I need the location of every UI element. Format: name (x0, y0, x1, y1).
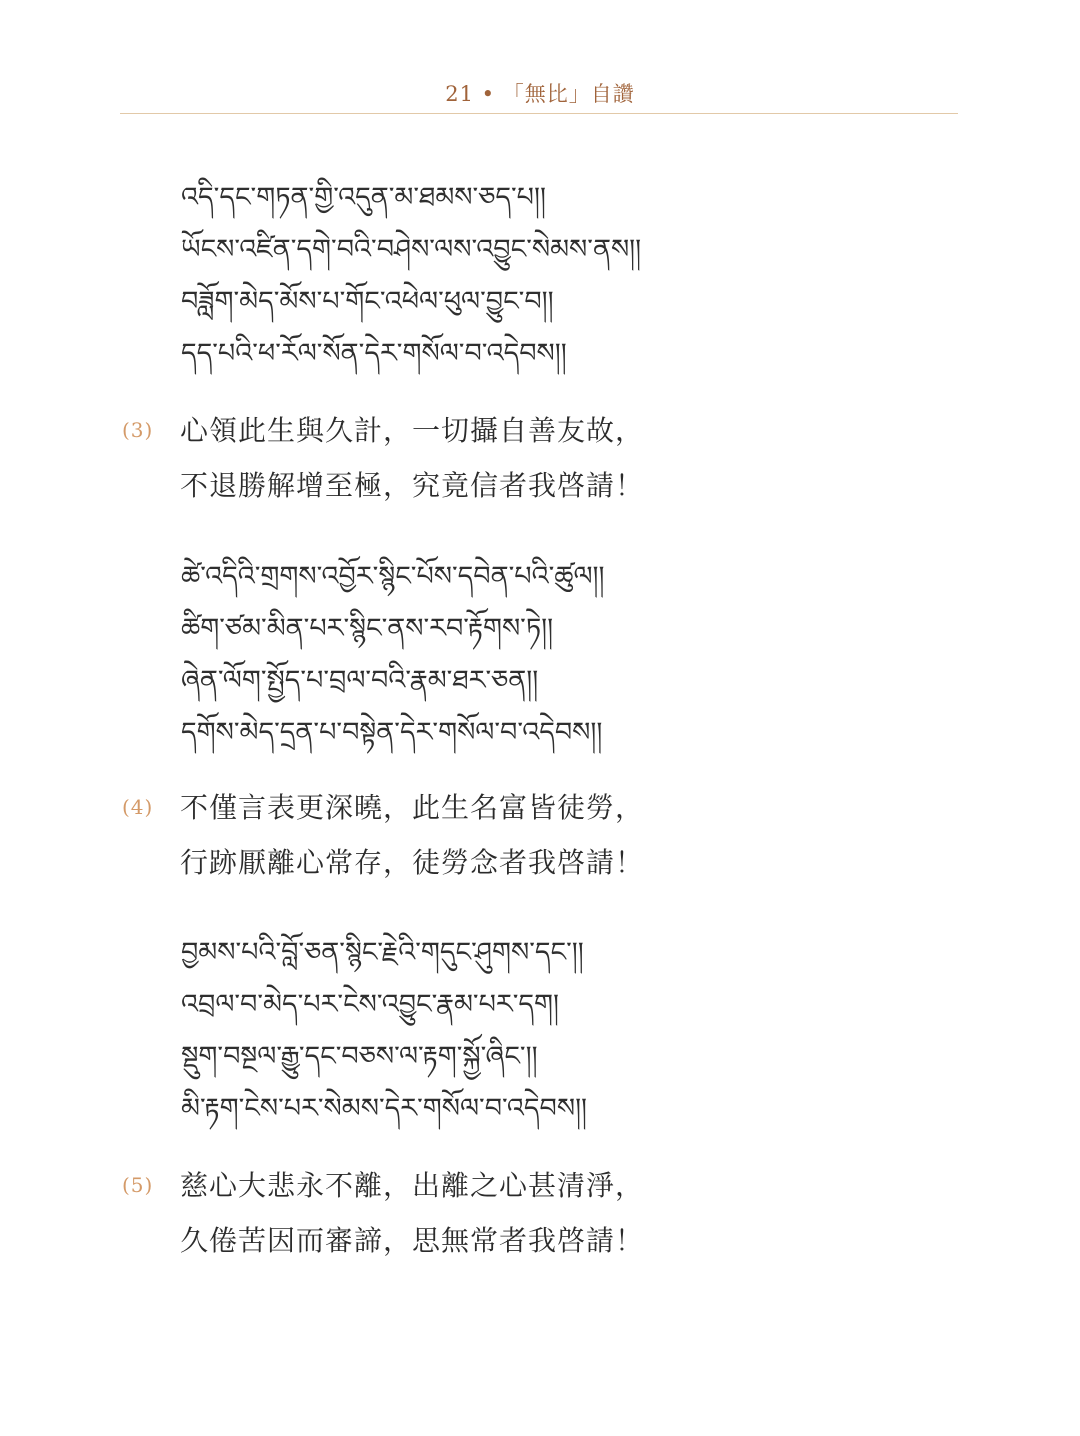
tibetan-stanza (181, 551, 781, 759)
tibetan-line: འབྲལ་བ་མེད་པར་ངེས་འབྱུང་རྣམ་པར་དག། (181, 989, 560, 1020)
verse-line: 久倦苦因而審諦，思無常者我啓請！ (180, 1224, 645, 1257)
verse-line: 不僅言表更深曉，此生名富皆徒勞， (180, 791, 645, 824)
verse-number: (5) (122, 1173, 154, 1197)
chinese-verse (120, 403, 980, 513)
verse-number: (4) (122, 795, 154, 819)
verse-line: 不退勝解增至極，究竟信者我啓請！ (180, 469, 645, 502)
tibetan-stanza (181, 927, 781, 1135)
tibetan-line: དགོས་མེད་དྲན་པ་བསྟེན་དེར་གསོལ་བ་འདེབས།། (181, 717, 603, 748)
tibetan-line: བཟློག་མེད་མོས་པ་གོང་འཕེལ་ཕུལ་བྱུང་བ།། (181, 286, 554, 317)
tibetan-stanza (181, 172, 781, 380)
tibetan-line: ཚིག་ཙམ་མིན་པར་སྙིང་ནས་རབ་རྟོགས་ཏེ།། (181, 613, 554, 644)
tibetan-line: སྡུག་བསྔལ་རྒྱུ་དང་བཅས་ལ་རྟག་སྐྱོ་ཞིང་།། (181, 1041, 538, 1072)
running-head: 21 • 「無比」自讚 (445, 82, 635, 106)
chinese-verse (120, 780, 980, 890)
tibetan-line: དད་པའི་ཕ་རོལ་སོན་དེར་གསོལ་བ་འདེབས།། (181, 338, 567, 369)
header-rule (120, 113, 958, 114)
chinese-verse (120, 1158, 980, 1268)
verse-line: 慈心大悲永不離，出離之心甚清淨， (180, 1169, 645, 1202)
verse-line: 行跡厭離心常存，徒勞念者我啓請！ (180, 846, 645, 879)
tibetan-line: ཚེ་འདིའི་གྲགས་འབྱོར་སྙིང་པོས་དབེན་པའི་ཚུལ།། (181, 561, 605, 592)
verse-line: 心領此生與久計，一切攝自善友故， (180, 414, 645, 447)
tibetan-line: བྱམས་པའི་བློ་ཅན་སྙིང་རྗེའི་གདུང་ཤུགས་དང་།། (181, 937, 584, 968)
tibetan-line: འདི་དང་གཏན་གྱི་འདུན་མ་ཐམས་ཅད་པ།། (181, 182, 546, 213)
verse-number: (3) (122, 418, 154, 442)
tibetan-line: ཡོངས་འཛིན་དགེ་བའི་བཤེས་ལས་འབྱུང་སེམས་ནས།། (181, 234, 642, 265)
tibetan-line: མི་རྟག་ངེས་པར་སེམས་དེར་གསོལ་བ་འདེབས།། (181, 1093, 588, 1124)
tibetan-line: ཞེན་ལོག་སྤྱོད་པ་བྲལ་བའི་རྣམ་ཐར་ཅན།། (181, 665, 539, 696)
